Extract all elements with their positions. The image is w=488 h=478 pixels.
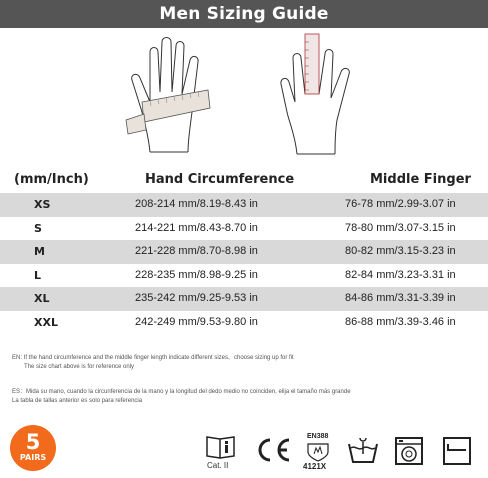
table-header: [0, 170, 488, 190]
hand-value: 235-242 mm/9.25-9.53 in: [135, 292, 258, 304]
size-label: M: [34, 245, 45, 258]
table-row: [0, 264, 488, 288]
size-label: XS: [34, 198, 51, 211]
measuring-tape-icon: [126, 90, 210, 134]
middle-value: 76-78 mm/2.99-3.07 in: [345, 198, 456, 210]
hand-value: 228-235 mm/8.98-9.25 in: [135, 268, 258, 281]
table-row: [0, 217, 488, 241]
size-label: L: [34, 268, 42, 282]
note-en-line1: EN: If the hand circumference and the middle finger length indicate different sizes，choose sizing up for fit: [12, 355, 294, 361]
tumble-dry-icon: [442, 436, 472, 466]
hand-value: 242-249 mm/9.53-9.80 in: [135, 315, 258, 328]
pairs-badge: [10, 425, 56, 471]
table-row: [0, 287, 488, 311]
size-table: [0, 193, 488, 334]
washing-machine-icon: [394, 436, 424, 466]
hand-value: 208-214 mm/8.19-8.43 in: [135, 198, 258, 210]
table-row: [0, 193, 488, 217]
page-title: Men Sizing Guide: [0, 0, 488, 28]
middle-value: 84-86 mm/3.31-3.39 in: [345, 292, 456, 304]
hand-value: 221-228 mm/8.70-8.98 in: [135, 245, 258, 257]
ruler-icon: [305, 34, 319, 94]
middle-value: 78-80 mm/3.07-3.15 in: [345, 221, 456, 234]
size-label: S: [34, 221, 42, 235]
middle-value: 82-84 mm/3.23-3.31 in: [345, 268, 456, 281]
en388-label: EN388: [307, 433, 329, 440]
middle-value: 86-88 mm/3.39-3.46 in: [345, 315, 456, 328]
table-row: [0, 311, 488, 335]
size-label: XL: [34, 292, 50, 305]
size-label: XXL: [34, 315, 58, 329]
middle-finger-header: Middle Finger: [370, 172, 471, 187]
unit-header: (mm/Inch): [14, 172, 89, 187]
hand-value: 214-221 mm/8.43-8.70 in: [135, 221, 258, 234]
category-label: Cat. II: [207, 461, 229, 470]
hand-circumference-header: Hand Circumference: [145, 172, 295, 187]
middle-finger-illustration: [275, 32, 375, 162]
table-row: [0, 240, 488, 264]
hand-circumference-illustration: [120, 32, 230, 162]
pairs-count: 5: [25, 430, 41, 454]
info-manual-icon: [204, 434, 238, 460]
performance-code: 4121X: [303, 462, 327, 471]
middle-value: 80-82 mm/3.15-3.23 in: [345, 245, 456, 257]
pairs-label: PAIRS: [19, 453, 47, 462]
wash-basin-icon: [346, 436, 380, 466]
note-es-line1: ES：Mida su mano, cuando la circunferencia de la mano y la longitud del dedo medio no coinciden, elija el tamaño más grande: [12, 389, 351, 395]
en388-shield-icon: [305, 442, 331, 462]
ce-mark-icon: [253, 436, 293, 464]
note-es-line2: La tabla de tallas anterior es solo para referencia: [12, 398, 143, 404]
note-en-line2: The size chart above is for reference only: [24, 364, 135, 370]
